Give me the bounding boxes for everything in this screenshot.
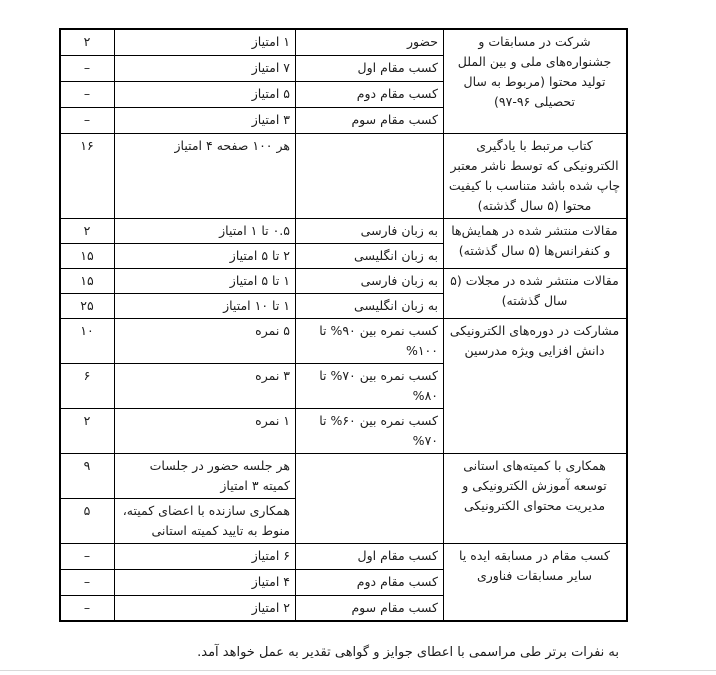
points-cell: همکاری سازنده با اعضای کمیته، منوط به تایید کمیته استانی: [115, 498, 296, 543]
score-value-cell: ۱۰: [60, 318, 115, 363]
criterion-cell: [296, 133, 444, 218]
score-value-cell: ۱۵: [60, 243, 115, 268]
footer-note: به نفرات برتر طی مراسمی با اعطای جوایز و گواهی تقدیر به عمل خواهد آمد.: [197, 645, 619, 660]
criterion-cell: به زبان فارسی: [296, 218, 444, 243]
points-cell: ۳ نمره: [115, 363, 296, 408]
points-cell: ۳ امتیاز: [115, 107, 296, 133]
category-cell: همکاری با کمیته‌های استانی توسعه آموزش الکترونیکی و مدیریت محتوای الکترونیکی: [444, 453, 628, 543]
score-value-cell: –: [60, 595, 115, 621]
score-value-cell: ۲۵: [60, 293, 115, 318]
score-value-cell: –: [60, 107, 115, 133]
criterion-cell: کسب مقام دوم: [296, 569, 444, 595]
score-value-cell: ۹: [60, 453, 115, 498]
score-value-cell: ۲: [60, 29, 115, 55]
points-cell: ۱ تا ۱۰ امتیاز: [115, 293, 296, 318]
points-cell: ۲ تا ۵ امتیاز: [115, 243, 296, 268]
criterion-cell: به زبان انگلیسی: [296, 243, 444, 268]
criterion-cell: کسب مقام اول: [296, 543, 444, 569]
points-cell: هر جلسه حضور در جلسات کمیته ۳ امتیاز: [115, 453, 296, 498]
points-cell: ۱ نمره: [115, 408, 296, 453]
points-cell: هر ۱۰۰ صفحه ۴ امتیاز: [115, 133, 296, 218]
scoring-table: [59, 28, 628, 622]
points-cell: ۴ امتیاز: [115, 569, 296, 595]
score-value-cell: –: [60, 55, 115, 81]
criterion-cell: به زبان فارسی: [296, 268, 444, 293]
points-cell: ۶ امتیاز: [115, 543, 296, 569]
criterion-cell: کسب نمره بین ۷۰% تا ۸۰%: [296, 363, 444, 408]
score-value-cell: ۶: [60, 363, 115, 408]
criterion-cell: حضور: [296, 29, 444, 55]
score-value-cell: –: [60, 569, 115, 595]
category-cell: کتاب مرتبط با یادگیری الکترونیکی که توسط ناشر معتبر چاپ شده باشد متناسب با کیفیت محتوا (۵ سال گذشته): [444, 133, 628, 218]
criterion-cell: کسب مقام دوم: [296, 81, 444, 107]
category-cell: شرکت در مسابقات و جشنواره‌های ملی و بین الملل تولید محتوا (مربوط به سال تحصیلی ۹۶-۹۷): [444, 29, 628, 133]
score-value-cell: –: [60, 81, 115, 107]
criterion-cell: کسب نمره بین ۹۰% تا ۱۰۰%: [296, 318, 444, 363]
criterion-cell: [296, 453, 444, 543]
points-cell: ۲ امتیاز: [115, 595, 296, 621]
score-value-cell: ۲: [60, 218, 115, 243]
page-bottom-divider: [0, 670, 716, 671]
criterion-cell: به زبان انگلیسی: [296, 293, 444, 318]
points-cell: ۷ امتیاز: [115, 55, 296, 81]
score-value-cell: ۱۶: [60, 133, 115, 218]
category-cell: مقالات منتشر شده در مجلات (۵ سال گذشته): [444, 268, 628, 318]
score-value-cell: –: [60, 543, 115, 569]
criterion-cell: کسب مقام سوم: [296, 595, 444, 621]
category-cell: مشارکت در دوره‌های الکترونیکی دانش افزایی ویژه مدرسین: [444, 318, 628, 453]
score-value-cell: ۵: [60, 498, 115, 543]
criterion-cell: کسب نمره بین ۶۰% تا ۷۰%: [296, 408, 444, 453]
criterion-cell: کسب مقام اول: [296, 55, 444, 81]
category-cell: مقالات منتشر شده در همایش‌ها و کنفرانس‌ها (۵ سال گذشته): [444, 218, 628, 268]
category-cell: کسب مقام در مسابقه ایده یا سایر مسابقات فناوری: [444, 543, 628, 621]
points-cell: ۱ تا ۵ امتیاز: [115, 268, 296, 293]
criterion-cell: کسب مقام سوم: [296, 107, 444, 133]
score-value-cell: ۱۵: [60, 268, 115, 293]
points-cell: ۵ نمره: [115, 318, 296, 363]
points-cell: ۵ امتیاز: [115, 81, 296, 107]
points-cell: ۱ امتیاز: [115, 29, 296, 55]
points-cell: ۰.۵ تا ۱ امتیاز: [115, 218, 296, 243]
score-value-cell: ۲: [60, 408, 115, 453]
